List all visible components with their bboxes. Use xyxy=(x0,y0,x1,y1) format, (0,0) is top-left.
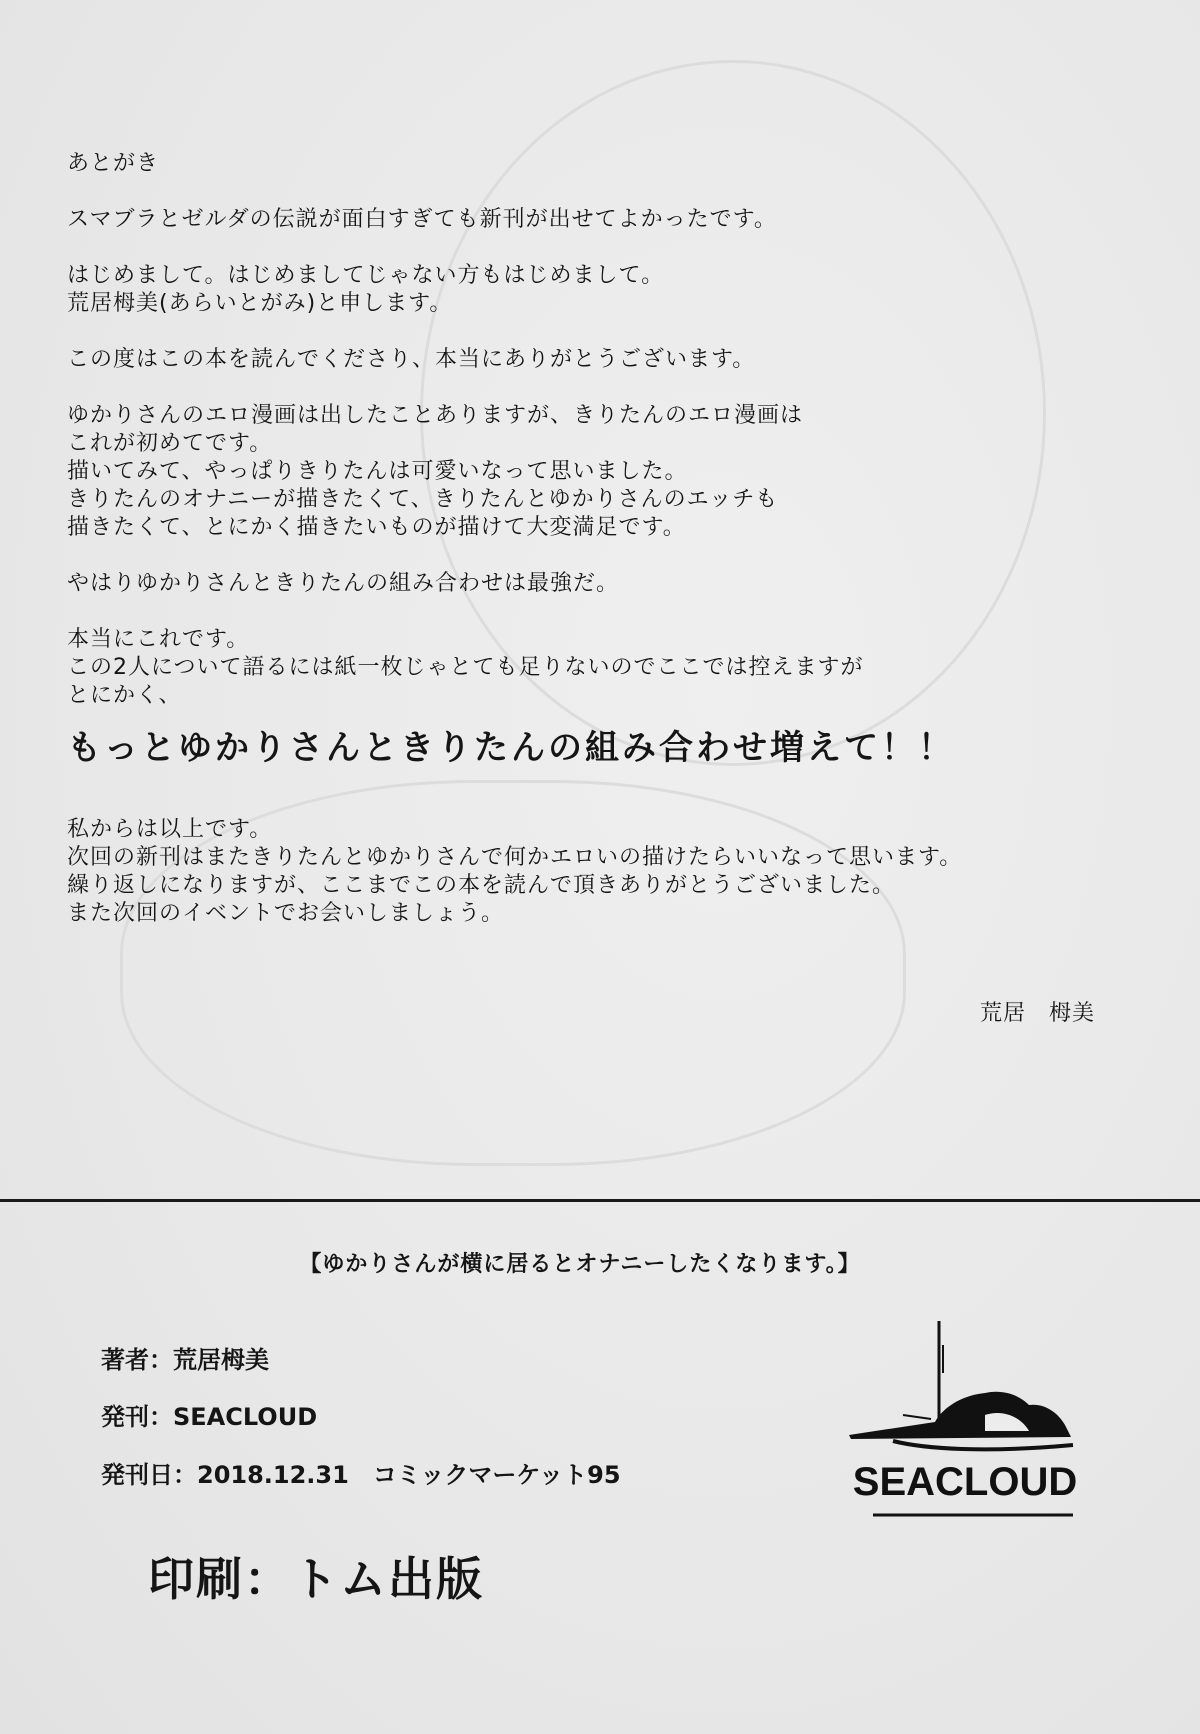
afterword-line: 次回の新刊はまたきりたんとゆかりさんで何かエロいの描けたらいいなって思います。 xyxy=(67,845,963,870)
afterword-line: これが初めてです。 xyxy=(67,431,273,456)
section-divider xyxy=(0,1199,1200,1202)
afterword-line: この2人について語るには紙一枚じゃとても足りないのでここでは控えますが xyxy=(67,655,864,680)
logo-text: SEACLOUD xyxy=(852,1460,1078,1504)
afterword-line: 本当にこれです。 xyxy=(67,627,250,652)
logo-wave-line xyxy=(893,1441,1073,1449)
colophon-author: 著者：荒居栂美 xyxy=(101,1346,269,1374)
afterword-line: 私からは以上です。 xyxy=(67,817,273,842)
colophon-printer: 印刷：トム出版 xyxy=(148,1552,484,1606)
book-title: 【ゆかりさんが横に居るとオナニーしたくなります。】 xyxy=(299,1252,861,1277)
afterword-line: また次回のイベントでお会いしましょう。 xyxy=(67,901,505,926)
afterword-heading: あとがき xyxy=(67,151,160,176)
afterword-line: やはりゆかりさんときりたんの組み合わせは最強だ。 xyxy=(67,571,620,596)
afterword-line: スマブラとゼルダの伝説が面白すぎても新刊が出せてよかったです。 xyxy=(67,207,777,232)
logo-wave-line xyxy=(903,1415,931,1419)
colophon-publisher: 発刊：SEACLOUD xyxy=(101,1403,318,1431)
logo-cloud-shape xyxy=(849,1392,1071,1439)
afterword-line: ゆかりさんのエロ漫画は出したことありますが、きりたんのエロ漫画は xyxy=(67,403,804,428)
afterword-emphasis: もっとゆかりさんときりたんの組み合わせ増えて！！ xyxy=(67,728,955,768)
afterword-text xyxy=(67,150,1127,928)
afterword-line: きりたんのオナニーが描きたくて、きりたんとゆかりさんのエッチも xyxy=(67,487,779,512)
afterword-line: この度はこの本を読んでくださり、本当にありがとうございます。 xyxy=(67,347,756,372)
colophon-date: 発刊日：2018.12.31 コミックマーケット95 xyxy=(101,1461,621,1489)
afterword-line: はじめまして。はじめましてじゃない方もはじめまして。 xyxy=(67,263,665,288)
seacloud-logo xyxy=(845,1315,1085,1535)
afterword-line: とにかく、 xyxy=(67,683,182,708)
afterword-line: 描きたくて、とにかく描きたいものが描けて大変満足です。 xyxy=(67,515,686,540)
afterword-line: 荒居栂美(あらいとがみ)と申します。 xyxy=(67,291,453,316)
author-signature: 荒居 栂美 xyxy=(979,1001,1095,1026)
afterword-line: 描いてみて、やっぱりきりたんは可愛いなって思いました。 xyxy=(67,459,688,484)
afterword-line: 繰り返しになりますが、ここまでこの本を読んで頂きありがとうございました。 xyxy=(67,873,896,898)
